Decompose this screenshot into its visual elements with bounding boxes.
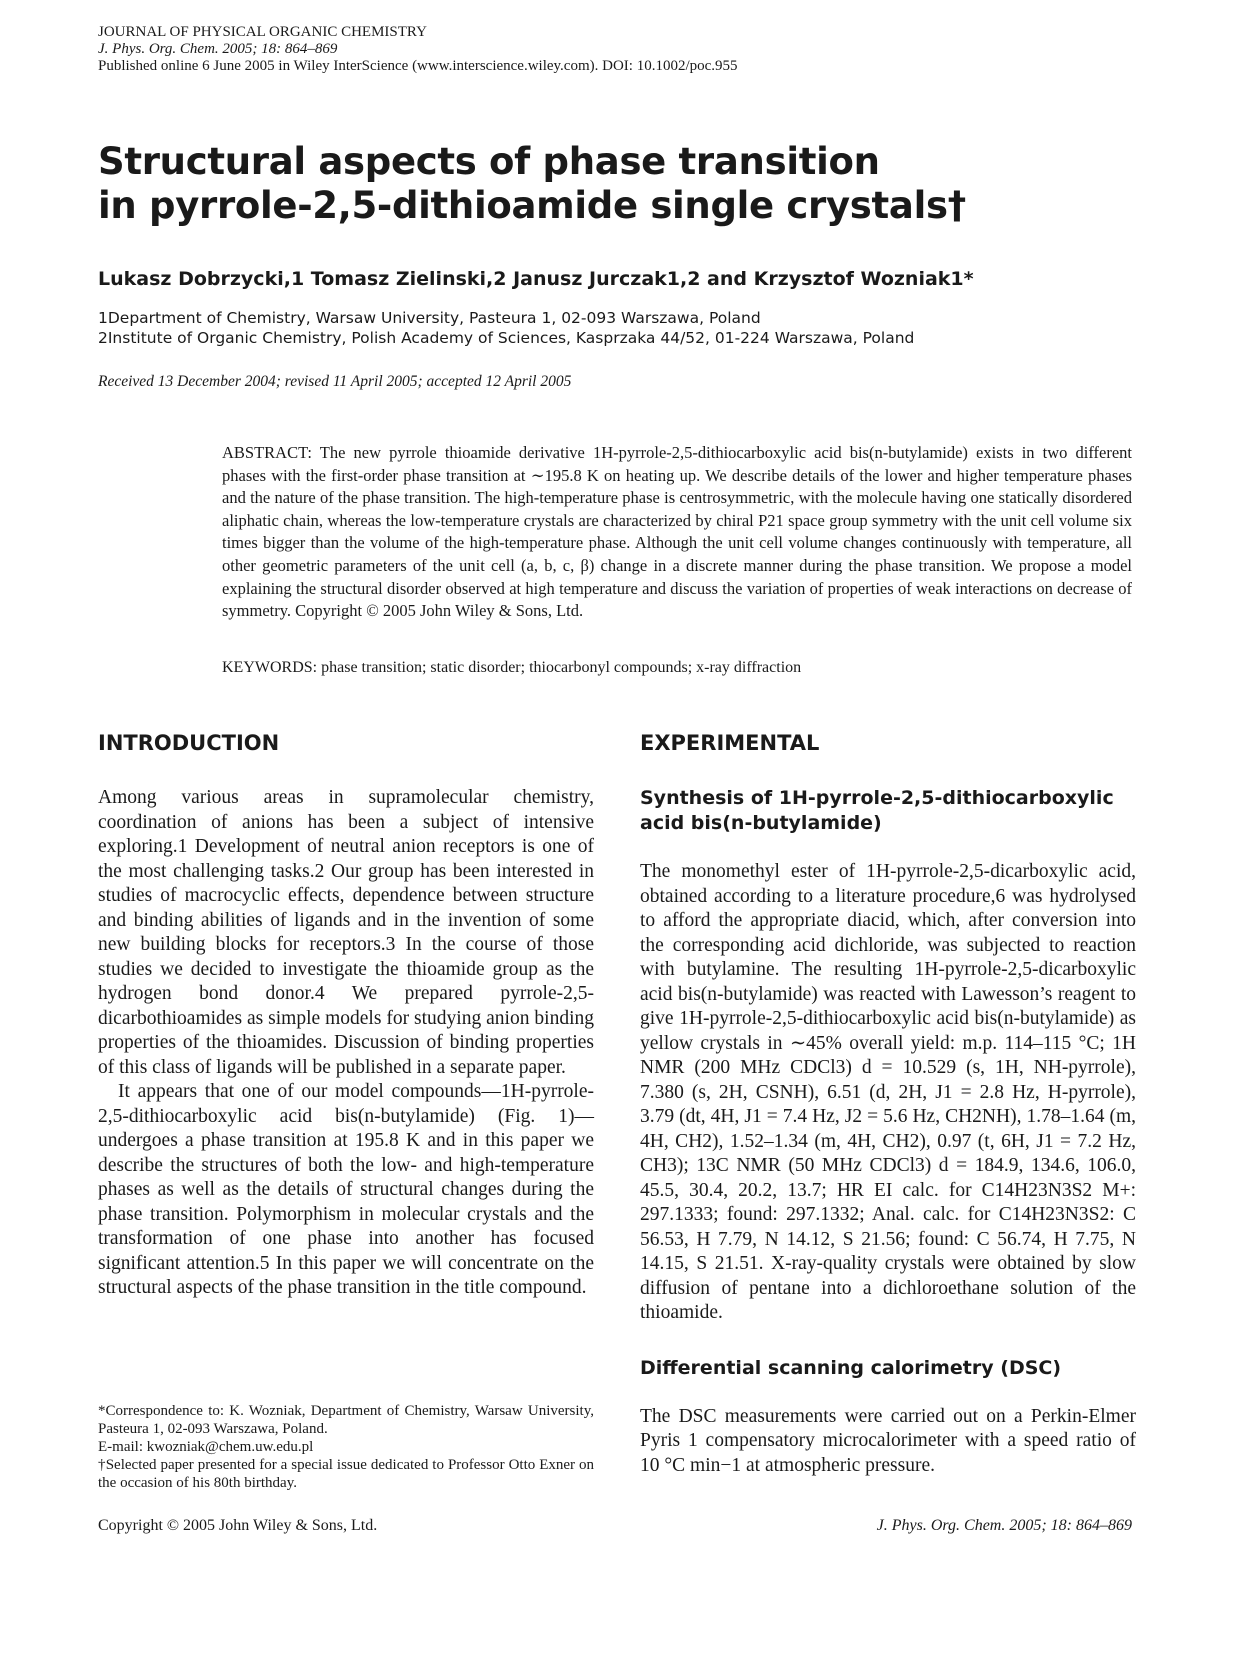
synthesis-paragraph: The monomethyl ester of 1H-pyrrole-2,5-dicarboxylic acid, obtained according to a literature procedure,6 was hydrolysed to afford the appropriate diacid, which, after conversion into the corresponding acid dichloride, was subjected to reaction with butylamine. The resulting 1H-pyrrole-2,5-dicarboxylic acid bis(n-butylamide) was reacted with Lawesson’s reagent to give 1H-pyrrole-2,5-dithiocarboxylic acid bis(n-butylamide) as yellow crystals in ∼45% overall yield: m.p. 114–115 °C; 1H NMR (200 MHz CDCl3) d = 10.529 (s, 1H, NH-pyrrole), 7.380 (s, 2H, CSNH), 6.51 (d, 2H, J1 = 2.8 Hz, H-pyrrole), 3.79 (dt, 4H, J1 = 7.4 Hz, J2 = 5.6 Hz, CH2NH), 1.78–1.64 (m, 4H, CH2), 1.52–1.34 (m, 4H, CH2), 0.97 (t, 6H, J1 = 7.2 Hz, CH3); 13C NMR (50 MHz CDCl3) d = 184.9, 134.6, 106.0, 45.5, 30.4, 20.2, 13.7; HR EI calc. for C14H23N3S2 M+: 297.1333; found: 297.1332; Anal. calc. for C14H23N3S2: C 56.53, H 7.79, N 14.12, S 21.56; found: C 56.74, H 7.75, N 14.15, S 21.51. X-ray-quality crystals were obtained by slow diffusion of pentane into a dichloroethane solution of the thioamide. <box>640 861 1136 1323</box>
title-line-1: Structural aspects of phase transition <box>98 140 880 183</box>
left-column <box>98 730 594 1301</box>
keywords: KEYWORDS: phase transition; static disorder; thiocarbonyl compounds; x-ray diffraction <box>222 659 802 676</box>
dsc-heading: Differential scanning calorimetry (DSC) <box>640 1356 1062 1379</box>
footnotes <box>98 1402 594 1492</box>
experimental-heading: EXPERIMENTAL <box>640 731 820 755</box>
correspondence-note: *Correspondence to: K. Wozniak, Department of Chemistry, Warsaw University, Pasteura 1, 02-093 Warszawa, Poland. <box>98 1403 594 1437</box>
introduction-paragraph-1: Among various areas in supramolecular chemistry, coordination of anions has been a subject of intensive exploring.1 Development of neutral anion receptors is one of the most challenging tasks.2 Our group has been interested in studies of macrocyclic effects, dependence between structure and binding abilities of ligands and in the invention of some new building blocks for receptors.3 In the course of those studies we decided to investigate the thioamide group as the hydrogen bond donor.4 We prepared pyrrole-2,5-dicarbothioamides as simple models for studying anion binding properties of the thioamides. Discussion of binding properties of this class of ligands will be published in a separate paper. <box>98 787 594 1078</box>
journal-header <box>98 24 1148 75</box>
affiliation-2: 2Institute of Organic Chemistry, Polish Academy of Sciences, Kasprzaka 44/52, 01-224 Warszawa, Poland <box>98 329 915 347</box>
affiliations <box>98 308 914 348</box>
introduction-paragraph-2: It appears that one of our model compounds—1H-pyrrole-2,5-dithiocarboxylic acid bis(n-butylamide) (Fig. 1)—undergoes a phase transition at 195.8 K and in this paper we describe the structures of both the low- and high-temperature phases as well as the details of structural changes during the phase transition. Polymorphism in molecular crystals and the transformation of one phase into another has focused significant attention.5 In this paper we will concentrate on the structural aspects of the phase transition in the title compound. <box>98 1081 594 1298</box>
footer-citation: J. Phys. Org. Chem. 2005; 18: 864–869 <box>876 1517 1132 1534</box>
publication-info: Published online 6 June 2005 in Wiley InterScience (www.interscience.wiley.com). DOI: 10.1002/poc.955 <box>98 58 738 74</box>
section-gap <box>640 1326 1136 1356</box>
synthesis-heading: Synthesis of 1H-pyrrole-2,5-dithiocarboxylic acid bis(n-butylamide) <box>640 787 1114 834</box>
dsc-paragraph: The DSC measurements were carried out on a Perkin-Elmer Pyris 1 compensatory microcalorimeter with a speed ratio of 10 °C min−1 at atmospheric pressure. <box>640 1405 1136 1476</box>
introduction-heading: INTRODUCTION <box>98 731 280 755</box>
dedication-note: †Selected paper presented for a special issue dedicated to Professor Otto Exner on the occasion of his 80th birthday. <box>98 1457 594 1491</box>
affiliation-1: 1Department of Chemistry, Warsaw University, Pasteura 1, 02-093 Warszawa, Poland <box>98 309 761 327</box>
author-list: Lukasz Dobrzycki,1 Tomasz Zielinski,2 Janusz Jurczak1,2 and Krzysztof Wozniak1* <box>98 268 974 290</box>
title-line-2: in pyrrole-2,5-dithioamide single crystals† <box>98 184 966 227</box>
right-column <box>640 730 1136 1478</box>
abstract: ABSTRACT: The new pyrrole thioamide derivative 1H-pyrrole-2,5-dithiocarboxylic acid bis(n-butylamide) exists in two different phases with the first-order phase transition at ∼195.8 K on heating up. We describe details of the lower and higher temperature phases and the nature of the phase transition. The high-temperature phase is centrosymmetric, with the molecule having one statically disordered aliphatic chain, whereas the low-temperature crystals are characterized by chiral P21 space group symmetry with the unit cell volume six times bigger than the volume of the high-temperature phase. Although the unit cell volume changes continuously with temperature, all other geometric parameters of the unit cell (a, b, c, β) change in a discrete manner during the phase transition. We propose a model explaining the structural disorder observed at high temperature and discuss the variation of properties of weak interactions on decrease of symmetry. Copyright © 2005 John Wiley & Sons, Ltd. <box>222 443 1132 621</box>
footer-copyright: Copyright © 2005 John Wiley & Sons, Ltd. <box>98 1517 378 1534</box>
journal-name: JOURNAL OF PHYSICAL ORGANIC CHEMISTRY <box>98 24 427 40</box>
received-dates: Received 13 December 2004; revised 11 April 2005; accepted 12 April 2005 <box>98 373 572 390</box>
journal-citation: J. Phys. Org. Chem. 2005; 18: 864–869 <box>98 41 338 57</box>
article-title <box>98 140 1148 228</box>
email-note: E-mail: kwozniak@chem.uw.edu.pl <box>98 1439 314 1455</box>
